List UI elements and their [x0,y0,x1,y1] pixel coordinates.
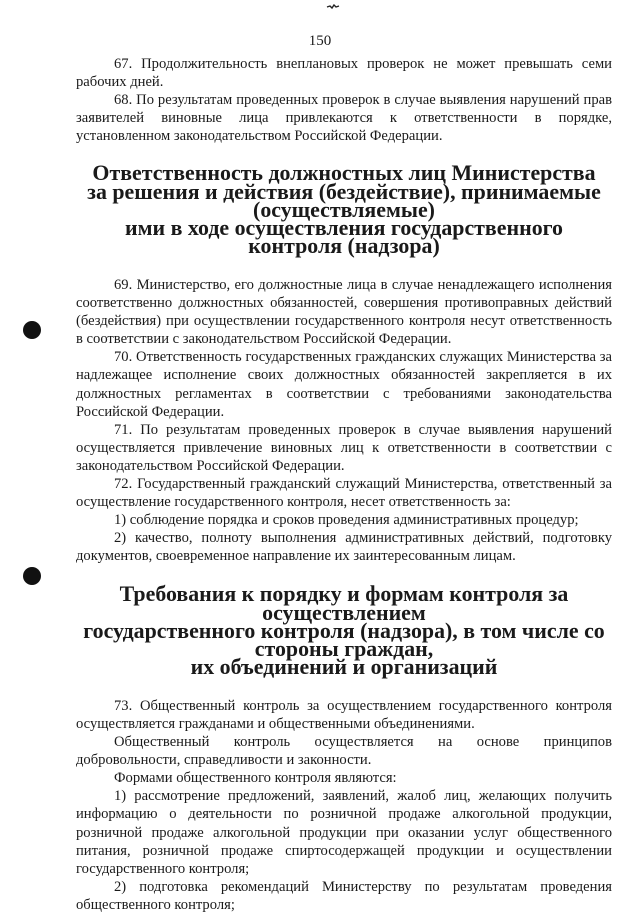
list-item: 2) подготовка рекомендаций Министерству по результатам проведения общественного контроля; [76,878,612,913]
section-heading [76,160,612,258]
heading-line: государственного контроля (надзора), в том числе со стороны граждан, [83,617,605,661]
list-item: 1) соблюдение порядка и сроков проведения административных процедур; [114,512,579,529]
paragraph: 73. Общественный контроль за осуществлением государственного контроля осуществляется гражданами и общественными объединениями. [76,697,612,732]
paragraph: Формами общественного контроля являются: [114,770,397,787]
paragraph: 69. Министерство, его должностные лица в случае ненадлежащего исполнения соответственно должностных обязанностей, совершения противоправных действий (бездействия) при осуществлении государственного контроля несут ответственность в соответствии с законодательством Российской Федерации. [76,276,612,348]
list-item: 1) рассмотрение предложений, заявлений, жалоб лиц, желающих получить информацию о деятельности по розничной продаже алкогольной продукции, розничной продаже алкогольной продукции при оказании услуг общественного питания, розничной продаже спиртосодержащей продукции и осуществлении государственного контроля; [76,788,612,877]
punch-hole-mark [23,567,41,585]
page-number: 150 [308,33,332,49]
heading-line: их объединений и организаций [190,653,498,679]
punch-hole-mark [23,321,41,339]
section-heading [76,581,612,679]
scan-speck-mark [326,4,340,10]
paragraph: 70. Ответственность государственных гражданских служащих Министерства за надлежащее исполнение своих должностных обязанностей закрепляется в их должностных регламентах в соответствии с требованиями законодательства Российской Федерации. [76,349,612,420]
paragraph: Общественный контроль осуществляется на основе принципов добровольности, справедливости и законности. [76,734,612,769]
paragraph: 71. По результатам проведенных проверок в случае выявления нарушений осуществляется привлечение виновных лиц к ответственности в соответствии с законодательством Российской Федерации. [76,421,612,474]
heading-line: Ответственность должностных лиц Министерства [92,160,596,186]
paragraph: 68. По результатам проведенных проверок в случае выявления нарушений прав заявителей виновные лица привлекаются к ответственности в порядке, установленном законодательством Российской Федерации. [76,92,612,145]
heading-line: Требования к порядку и формам контроля за осуществлением [119,581,569,625]
document-body [76,55,612,914]
paragraph: 67. Продолжительность внеплановых проверок не может превышать семи рабочих дней. [76,56,612,91]
heading-line: за решения и действия (бездействие), принимаемые (осуществляемые) [87,178,601,222]
paragraph: 72. Государственный гражданский служащий Министерства, ответственный за осуществление государственного контроля, несет ответственность за: [76,475,612,511]
list-item: 2) качество, полноту выполнения административных действий, подготовку документов, своевременное направление их заинтересованным лицам. [76,530,612,565]
heading-line: ими в ходе осуществления государственного контроля (надзора) [125,214,563,258]
